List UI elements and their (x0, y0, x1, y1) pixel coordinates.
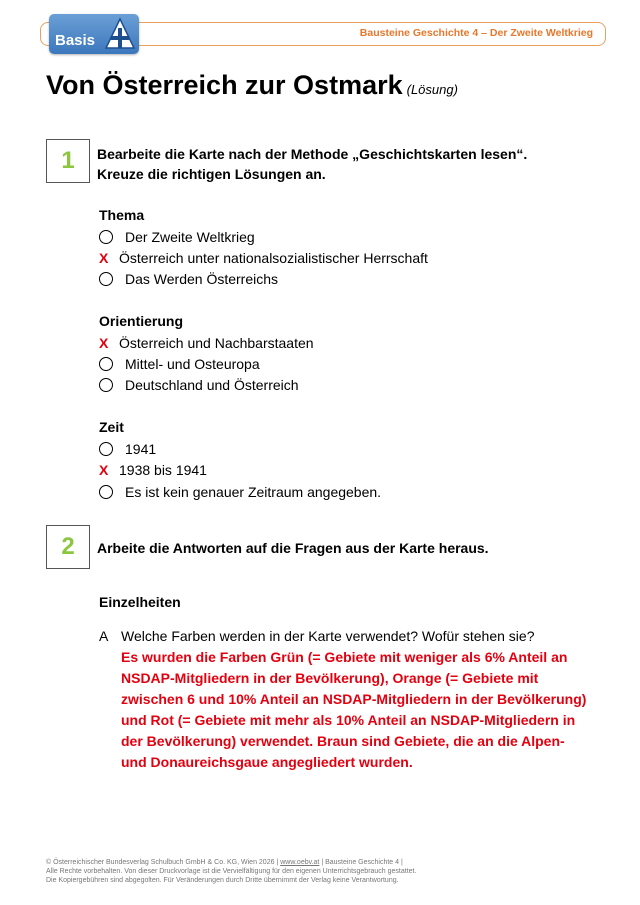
answer-line: zwischen 6 und 10% Anteil an NSDAP-Mitgliedern in der Bevölkerung) (121, 691, 587, 707)
footer-line-1 (46, 858, 466, 867)
task-1-instruction (97, 144, 527, 184)
option-label: 1938 bis 1941 (119, 462, 207, 478)
answer-line: und Rot (= Gebiete mit mehr als 10% Anteil an NSDAP-Mitgliedern in (121, 712, 576, 728)
section-title-thema: Thema (99, 207, 145, 223)
option-thema-3[interactable] (99, 270, 278, 288)
footer-line-3: Die Kopiergebühren sind abgegolten. Für Veränderungen durch Dritte übernimmt der Verlag keine Verantwortung. (46, 877, 399, 884)
footer-series: | Bausteine Geschichte 4 | (319, 859, 403, 866)
radio-circle-icon[interactable] (99, 485, 113, 499)
answer-line: der Bevölkerung) verwendet. Braun sind Gebiete, die an die Alpen- (121, 733, 565, 749)
question-text: Welche Farben werden in der Karte verwendet? Wofür stehen sie? (121, 628, 535, 644)
triangle-logo-icon (104, 16, 136, 52)
option-thema-2[interactable] (99, 249, 428, 267)
page-title-sub: (Lösung) (406, 82, 458, 97)
option-label: Deutschland und Österreich (125, 377, 299, 393)
task-number-box-2: 2 (46, 525, 90, 569)
section-title-orientierung: Orientierung (99, 313, 184, 329)
option-orientierung-1[interactable] (99, 334, 314, 352)
option-orientierung-3[interactable] (99, 376, 299, 394)
section-title-einzelheiten: Einzelheiten (99, 594, 181, 610)
radio-circle-icon[interactable] (99, 378, 113, 392)
option-label: Österreich und Nachbarstaaten (119, 335, 314, 351)
task-1-line-1: Bearbeite die Karte nach der Methode „Geschichtskarten lesen“. (97, 146, 528, 162)
x-mark-icon: X (99, 335, 109, 351)
radio-circle-icon[interactable] (99, 442, 113, 456)
option-zeit-2[interactable] (99, 461, 207, 479)
task-number-box-1: 1 (46, 139, 90, 183)
publisher-link[interactable]: www.oebv.at (280, 859, 320, 866)
answer-line: Es wurden die Farben Grün (= Gebiete mit weniger als 6% Anteil an (121, 649, 568, 665)
option-label: Das Werden Österreichs (125, 271, 279, 287)
answer-text (121, 647, 601, 773)
option-label: 1941 (125, 441, 157, 457)
footer (46, 858, 466, 885)
radio-circle-icon[interactable] (99, 357, 113, 371)
task-1-line-2: Kreuze die richtigen Lösungen an. (97, 166, 326, 182)
task-2-instruction: Arbeite die Antworten auf die Fragen aus der Karte heraus. (97, 540, 489, 556)
x-mark-icon: X (99, 462, 109, 478)
series-title: Bausteine Geschichte 4 – Der Zweite Weltkrieg (359, 27, 593, 39)
basis-logo (49, 14, 139, 54)
logo-text: Basis (55, 32, 96, 49)
option-zeit-3[interactable] (99, 483, 381, 501)
section-title-zeit: Zeit (99, 419, 124, 435)
footer-copyright: © Österreichischer Bundesverlag Schulbuch GmbH & Co. KG, Wien 2026 | (46, 859, 281, 866)
x-mark-icon: X (99, 250, 109, 266)
option-label: Österreich unter nationalsozialistischer Herrschaft (119, 250, 428, 266)
option-label: Mittel- und Osteuropa (125, 356, 260, 372)
option-thema-1[interactable] (99, 228, 255, 246)
radio-circle-icon[interactable] (99, 272, 113, 286)
option-label: Es ist kein genauer Zeitraum angegeben. (125, 484, 382, 500)
option-label: Der Zweite Weltkrieg (125, 229, 255, 245)
radio-circle-icon[interactable] (99, 230, 113, 244)
answer-line: NSDAP-Mitgliedern in der Bevölkerung), Orange (= Gebiete mit (121, 670, 539, 686)
page-title-main: Von Österreich zur Ostmark (46, 70, 403, 100)
answer-line: und Donaureichsgaue angegliedert wurden. (121, 754, 413, 770)
option-orientierung-2[interactable] (99, 355, 260, 373)
footer-line-2: Alle Rechte vorbehalten. Von dieser Druckvorlage ist die Vervielfältigung für den eigenen Unterrichtsgebrauch gestattet. (46, 868, 417, 875)
question-letter: A (99, 628, 109, 644)
option-zeit-1[interactable] (99, 440, 156, 458)
page-title (46, 70, 458, 101)
